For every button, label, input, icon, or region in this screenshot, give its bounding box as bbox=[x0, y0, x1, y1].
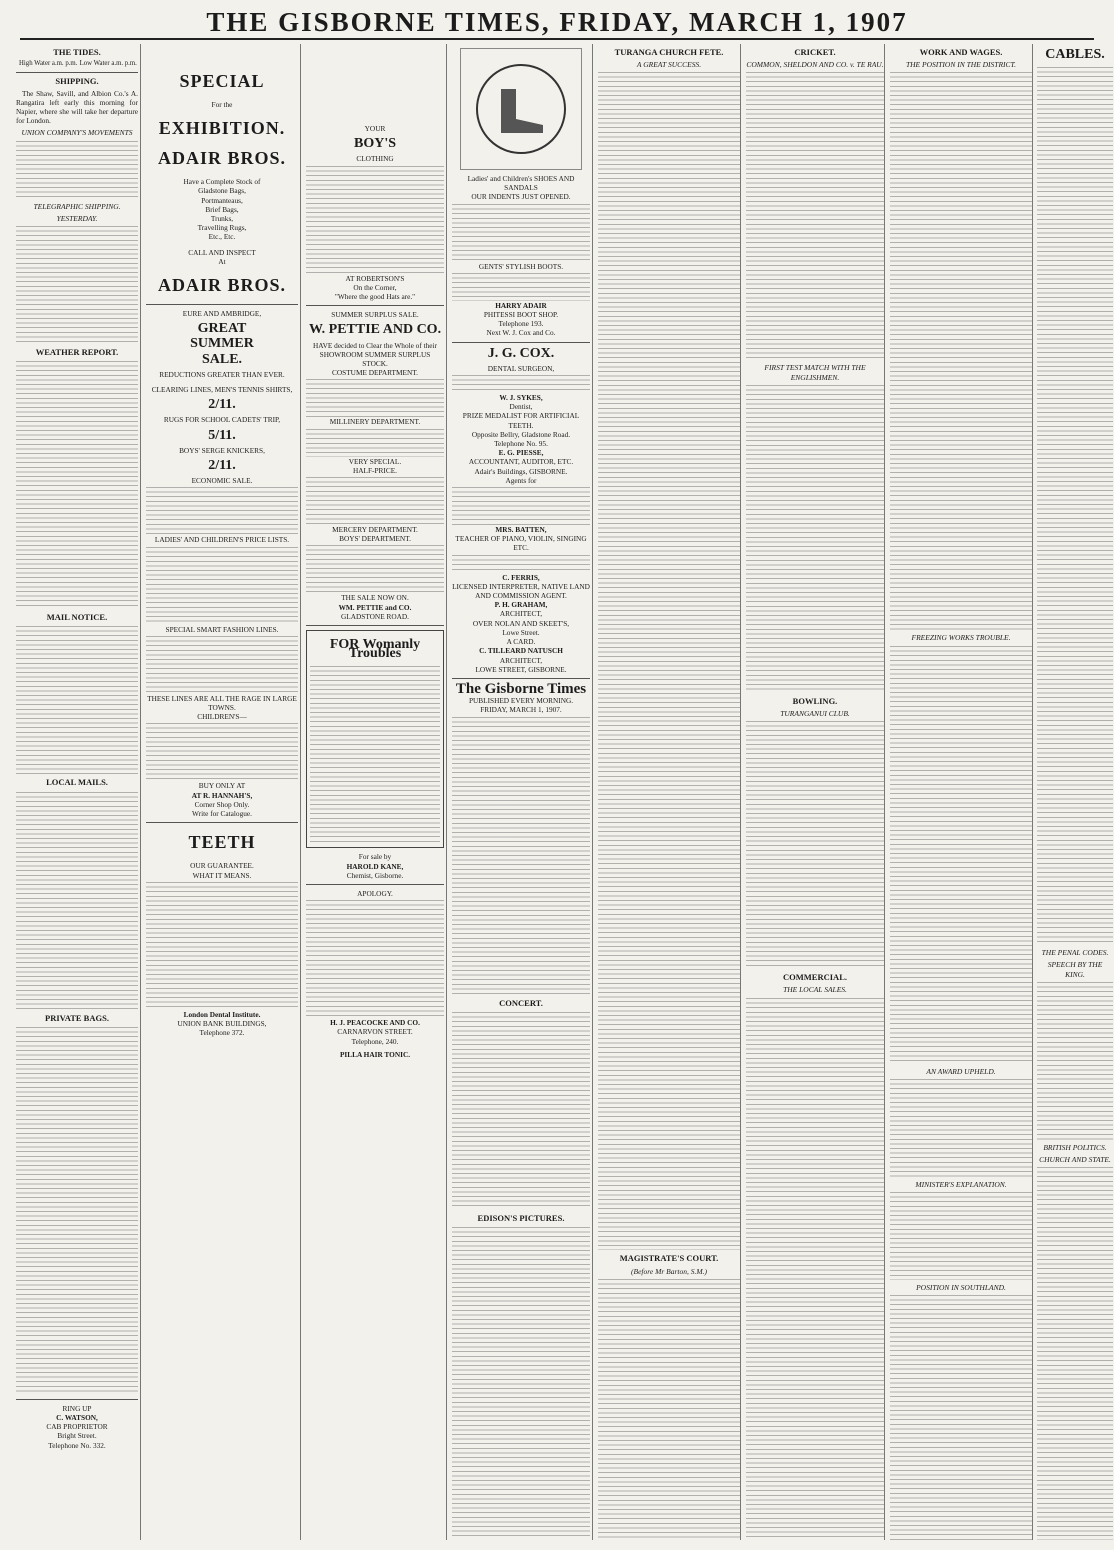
column-news-3 bbox=[884, 44, 1037, 1540]
union-heading: UNION COMPANY'S MOVEMENTS bbox=[21, 128, 133, 138]
ring-trade: CAB PROPRIETOR bbox=[46, 1422, 108, 1432]
bowling-heading: BOWLING. bbox=[792, 695, 838, 706]
text-block bbox=[746, 383, 884, 693]
text-block bbox=[452, 485, 590, 525]
half-price: HALF-PRICE. bbox=[353, 465, 397, 475]
price-1: 2/11. bbox=[208, 397, 236, 413]
boys-label: BOY'S bbox=[353, 136, 396, 152]
turanganui-club: TURANGANUI CLUB. bbox=[780, 709, 850, 719]
shipping-heading: SHIPPING. bbox=[55, 76, 99, 87]
dental-surgeon: DENTAL SURGEON, bbox=[487, 363, 555, 373]
call-inspect: CALL AND INSPECT bbox=[188, 247, 256, 257]
at-label: At bbox=[218, 256, 226, 266]
stock-line: Brief Bags, bbox=[205, 204, 239, 214]
stock-line: Travelling Rugs, bbox=[197, 223, 247, 233]
reductions: REDUCTIONS GREATER THAN EVER. bbox=[159, 369, 285, 379]
concert-heading: CONCERT. bbox=[499, 997, 543, 1008]
text-block bbox=[16, 1025, 138, 1395]
pettie-name: W. PETTIE AND CO. bbox=[308, 322, 442, 338]
column-adverts-3 bbox=[446, 44, 595, 1540]
over-nolan: OVER NOLAN AND SKEET'S, bbox=[472, 618, 570, 628]
text-block bbox=[890, 1077, 1032, 1177]
prize-medalist: PRIZE MEDALIST FOR ARTIFICIAL TEETH. bbox=[462, 411, 580, 430]
text-block bbox=[598, 70, 740, 1250]
text-block bbox=[16, 224, 138, 344]
gents-boots: GENTS' STYLISH BOOTS. bbox=[478, 261, 564, 271]
good-hats: "Where the good Hats are." bbox=[334, 292, 416, 302]
text-block bbox=[452, 271, 590, 301]
text-block bbox=[306, 377, 444, 417]
text-block bbox=[1037, 65, 1113, 945]
work-heading: WORK AND WAGES. bbox=[919, 47, 1003, 57]
column-shipping bbox=[12, 44, 142, 1540]
text-block bbox=[890, 644, 1032, 1064]
telegraphic-sub: YESTERDAY. bbox=[56, 213, 98, 223]
firm-name-2: ADAIR BROS. bbox=[157, 275, 287, 296]
freezing-works: FREEZING WORKS TROUBLE. bbox=[911, 633, 1011, 643]
text-block bbox=[746, 719, 884, 969]
text-block bbox=[16, 359, 138, 609]
price-2: 5/11. bbox=[208, 427, 236, 443]
ladies-price-lists: LADIES' AND CHILDREN'S PRICE LISTS. bbox=[154, 535, 290, 545]
text-block bbox=[16, 624, 138, 774]
text-block bbox=[452, 1225, 590, 1540]
clearing-lines: CLEARING LINES, MEN'S TENNIS SHIRTS, bbox=[151, 385, 293, 395]
special-heading: SPECIAL bbox=[179, 71, 265, 91]
boys-dept: BOYS' DEPARTMENT. bbox=[339, 534, 411, 544]
magistrates-heading: MAGISTRATE'S COURT. bbox=[619, 1253, 719, 1264]
dental-institute: London Dental Institute. bbox=[183, 1009, 261, 1019]
indents: OUR INDENTS JUST OPENED. bbox=[471, 192, 571, 202]
for-the: For the bbox=[211, 100, 233, 109]
very-special: VERY SPECIAL. bbox=[348, 456, 402, 466]
phitessi: PHITESSI BOOT SHOP. bbox=[483, 310, 559, 320]
text-block bbox=[890, 70, 1032, 630]
summer-surplus: SUMMER SURPLUS SALE. bbox=[331, 310, 419, 320]
lowe-street-2: LOWE STREET, GISBORNE. bbox=[475, 664, 567, 674]
sale-heading: SALE. bbox=[201, 351, 243, 367]
boot-shop-emblem bbox=[460, 48, 582, 170]
great-heading: GREAT bbox=[197, 321, 247, 337]
robertson: AT ROBERTSON'S bbox=[345, 273, 405, 283]
text-block bbox=[306, 427, 444, 457]
column-cables bbox=[1032, 44, 1114, 1540]
text-block bbox=[146, 880, 298, 1010]
edison-heading: EDISON'S PICTURES. bbox=[477, 1212, 565, 1223]
for-sale: For sale by bbox=[358, 852, 392, 862]
tel-240: Telephone, 240. bbox=[351, 1036, 399, 1046]
mail-heading: MAIL NOTICE. bbox=[46, 612, 108, 623]
text-block bbox=[452, 1010, 590, 1210]
issue-date: FRIDAY, MARCH 1, 1907. bbox=[480, 705, 562, 715]
harold-kane: HAROLD KANE, bbox=[346, 861, 404, 871]
church-fete-heading: TURANGA CHURCH FETE. bbox=[614, 47, 724, 57]
british-politics: BRITISH POLITICS. bbox=[1043, 1142, 1107, 1152]
what-it-means: WHAT IT MEANS. bbox=[192, 870, 252, 880]
award-upheld: AN AWARD UPHELD. bbox=[926, 1066, 996, 1076]
special-smart: SPECIAL SMART FASHION LINES. bbox=[165, 624, 279, 634]
text-block bbox=[452, 373, 590, 393]
cox-name: J. G. COX. bbox=[487, 345, 555, 361]
text-block bbox=[746, 70, 884, 360]
text-block bbox=[306, 475, 444, 525]
dentist: Dentist, bbox=[509, 402, 533, 412]
stock-line: Gladstone Bags, bbox=[198, 186, 246, 196]
text-block bbox=[146, 485, 298, 535]
text-block bbox=[598, 1277, 740, 1540]
these-lines: THESE LINES ARE ALL THE RAGE IN LARGE TOWNS. bbox=[147, 693, 297, 713]
telegraphic-heading: TELEGRAPHIC SHIPPING. bbox=[33, 201, 121, 211]
buildings: Adair's Buildings, GISBORNE. bbox=[474, 466, 568, 476]
text-block bbox=[306, 164, 444, 274]
hannah: AT R. HANNAH'S, bbox=[191, 790, 253, 800]
column-news-2 bbox=[740, 44, 889, 1540]
rugs-line: RUGS FOR SCHOOL CADETS' TRIP, bbox=[163, 415, 281, 425]
pettie-sub: HAVE decided to Clear the Whole of their SHOWROOM SUMMER SURPLUS STOCK. bbox=[313, 340, 437, 369]
teeth-heading: TEETH bbox=[188, 832, 256, 853]
text-block bbox=[452, 202, 590, 262]
speech-king: SPEECH BY THE KING. bbox=[1047, 960, 1103, 979]
pettie-name-2: WM. PETTIE and CO. bbox=[338, 602, 412, 612]
shipping-text: The Shaw, Savill, and Albion Co.'s A. Rangatira left early this morning for Napier, where she will take her departure for London. bbox=[16, 88, 138, 126]
commons-match: COMMON, SHELDON AND CO. v. TE RAU. bbox=[746, 60, 884, 70]
on-corner: On the Corner, bbox=[353, 282, 397, 292]
apology-heading: APOLOGY. bbox=[357, 889, 393, 899]
boot-icon bbox=[471, 59, 571, 159]
cricket-heading: CRICKET. bbox=[794, 47, 836, 57]
great-success: A GREAT SUCCESS. bbox=[636, 60, 702, 70]
column-news-1 bbox=[592, 44, 745, 1540]
text-block bbox=[452, 553, 590, 573]
opposite: Opposite Bellry, Gladstone Road. bbox=[471, 429, 571, 439]
text-block bbox=[890, 1190, 1032, 1280]
text-block bbox=[146, 634, 298, 694]
text-block bbox=[890, 1293, 1032, 1540]
first-test: FIRST TEST MATCH WITH THE ENGLISHMEN. bbox=[764, 363, 866, 382]
text-block bbox=[16, 139, 138, 199]
sale-now: THE SALE NOW ON. bbox=[341, 593, 409, 603]
tides-heading: THE TIDES. bbox=[53, 47, 101, 57]
carnarvon: CARNARVON STREET. bbox=[337, 1027, 413, 1037]
natusch-name: C. TILLEARD NATUSCH bbox=[479, 646, 563, 656]
childrens: CHILDREN'S— bbox=[197, 712, 247, 722]
architect-2: ARCHITECT, bbox=[499, 655, 543, 665]
ministers-explanation: MINISTER'S EXPLANATION. bbox=[915, 1179, 1007, 1189]
text-block bbox=[746, 996, 884, 1540]
costume-dept: COSTUME DEPARTMENT. bbox=[332, 368, 418, 378]
sykes-name: W. J. SYKES, bbox=[499, 393, 543, 403]
stock-line: Portmanteaus, bbox=[201, 195, 243, 205]
private-bags-heading: PRIVATE BAGS. bbox=[45, 1012, 109, 1023]
guarantee-heading: OUR GUARANTEE. bbox=[190, 861, 254, 871]
firm-name: ADAIR BROS. bbox=[157, 148, 287, 169]
pilla-tonic: PILLA HAIR TONIC. bbox=[339, 1049, 411, 1059]
published: PUBLISHED EVERY MORNING. bbox=[468, 696, 574, 706]
stock-line: Etc., Etc. bbox=[208, 232, 236, 242]
ladies-shoes: Ladies' and Children's SHOES AND SANDALS bbox=[467, 174, 575, 193]
text-block bbox=[1037, 980, 1113, 1140]
exhibition-heading: EXHIBITION. bbox=[158, 118, 286, 139]
penal-codes: THE PENAL CODES. bbox=[1041, 948, 1109, 958]
ring-name: C. WATSON, bbox=[56, 1413, 98, 1423]
tides-header-cell: High Water a.m. p.m. bbox=[19, 60, 78, 68]
gladstone-road: GLADSTONE ROAD. bbox=[341, 611, 409, 621]
telephone-372: Telephone 372. bbox=[199, 1028, 245, 1038]
millinery-dept: MILLINERY DEPARTMENT. bbox=[329, 417, 421, 427]
euro-ambridge: EURE AND AMBRIDGE, bbox=[182, 309, 262, 319]
cables-heading: CABLES. bbox=[1045, 47, 1105, 62]
commercial-heading: COMMERCIAL. bbox=[783, 972, 847, 983]
position-southland: POSITION IN SOUTHLAND. bbox=[916, 1283, 1006, 1293]
interpreter: LICENSED INTERPRETER, NATIVE LAND AND COMMISSION AGENT. bbox=[452, 581, 590, 601]
tides-header-cell: Low Water a.m. p.m. bbox=[79, 60, 137, 68]
text-block bbox=[1037, 1165, 1113, 1540]
text-block bbox=[452, 715, 590, 995]
weather-heading: WEATHER REPORT. bbox=[35, 347, 119, 358]
corner-shop: Corner Shop Only. bbox=[194, 799, 250, 809]
stock-line: Have a Complete Stock of bbox=[183, 177, 261, 187]
price-3: 2/11. bbox=[208, 458, 236, 474]
agents: Agents for bbox=[505, 475, 537, 485]
text-block bbox=[146, 545, 298, 625]
economic-sale: ECONOMIC SALE. bbox=[191, 476, 253, 486]
church-state: CHURCH AND STATE. bbox=[1039, 1155, 1111, 1165]
tel-95: Telephone No. 95. bbox=[494, 439, 548, 449]
text-block bbox=[306, 543, 444, 593]
write-catalogue: Write for Catalogue. bbox=[192, 809, 252, 819]
womanly-heading: FOR Womanly Troubles bbox=[329, 637, 421, 662]
boys-knickers: BOYS' SERGE KNICKERS, bbox=[179, 445, 265, 455]
chemist: Chemist, Gisborne. bbox=[346, 870, 404, 880]
tides-table bbox=[16, 59, 138, 68]
union-bank: UNION BANK BUILDINGS, bbox=[177, 1018, 267, 1028]
architect: ARCHITECT, bbox=[499, 609, 543, 619]
lowe-street: Lowe Street. bbox=[502, 627, 540, 637]
before-barton: (Before Mr Barton, S.M.) bbox=[631, 1266, 707, 1276]
mercery-dept: MERCERY DEPARTMENT. bbox=[332, 525, 418, 535]
text-block bbox=[306, 898, 444, 1018]
masthead: THE GISBORNE TIMES, FRIDAY, MARCH 1, 1907 bbox=[20, 8, 1094, 40]
summer-heading: SUMMER bbox=[190, 336, 254, 352]
your-label: YOUR bbox=[364, 124, 386, 133]
a-card: A CARD. bbox=[506, 637, 536, 647]
ring-street: Bright Street. bbox=[57, 1431, 97, 1441]
text-block bbox=[146, 721, 298, 781]
text-block bbox=[310, 664, 440, 844]
ring-phone: Telephone No. 332. bbox=[48, 1440, 106, 1450]
tel-193: Telephone 193. bbox=[498, 319, 544, 329]
clothing-label: CLOTHING bbox=[356, 154, 394, 164]
column-adverts-1 bbox=[140, 44, 303, 1540]
peacocke: H. J. PEACOCKE AND CO. bbox=[330, 1018, 420, 1028]
buy-only: BUY ONLY AT bbox=[198, 781, 246, 791]
piesse-name: E. G. PIESSE, bbox=[498, 448, 544, 458]
gisborne-times-title: The Gisborne Times bbox=[455, 680, 587, 697]
position-district: THE POSITION IN THE DISTRICT. bbox=[905, 60, 1017, 70]
ring-up: RING UP bbox=[62, 1403, 92, 1413]
harry-adair: HARRY ADAIR bbox=[495, 300, 547, 310]
womanly-troubles-ad bbox=[306, 630, 444, 848]
batten-name: MRS. BATTEN, bbox=[495, 525, 547, 535]
text-block bbox=[16, 790, 138, 1010]
teacher: TEACHER OF PIANO, VIOLIN, SINGING ETC. bbox=[455, 534, 587, 553]
graham-name: P. H. GRAHAM, bbox=[494, 600, 548, 610]
stock-line: Trunks, bbox=[210, 214, 234, 224]
ferris-name: C. FERRIS, bbox=[502, 572, 540, 582]
local-sales: THE LOCAL SALES. bbox=[783, 985, 847, 995]
next-to: Next W. J. Cox and Co. bbox=[486, 328, 556, 338]
accountant: ACCOUNTANT, AUDITOR, ETC. bbox=[468, 457, 574, 467]
local-mails-heading: LOCAL MAILS. bbox=[46, 777, 108, 788]
column-adverts-2 bbox=[300, 44, 449, 1540]
